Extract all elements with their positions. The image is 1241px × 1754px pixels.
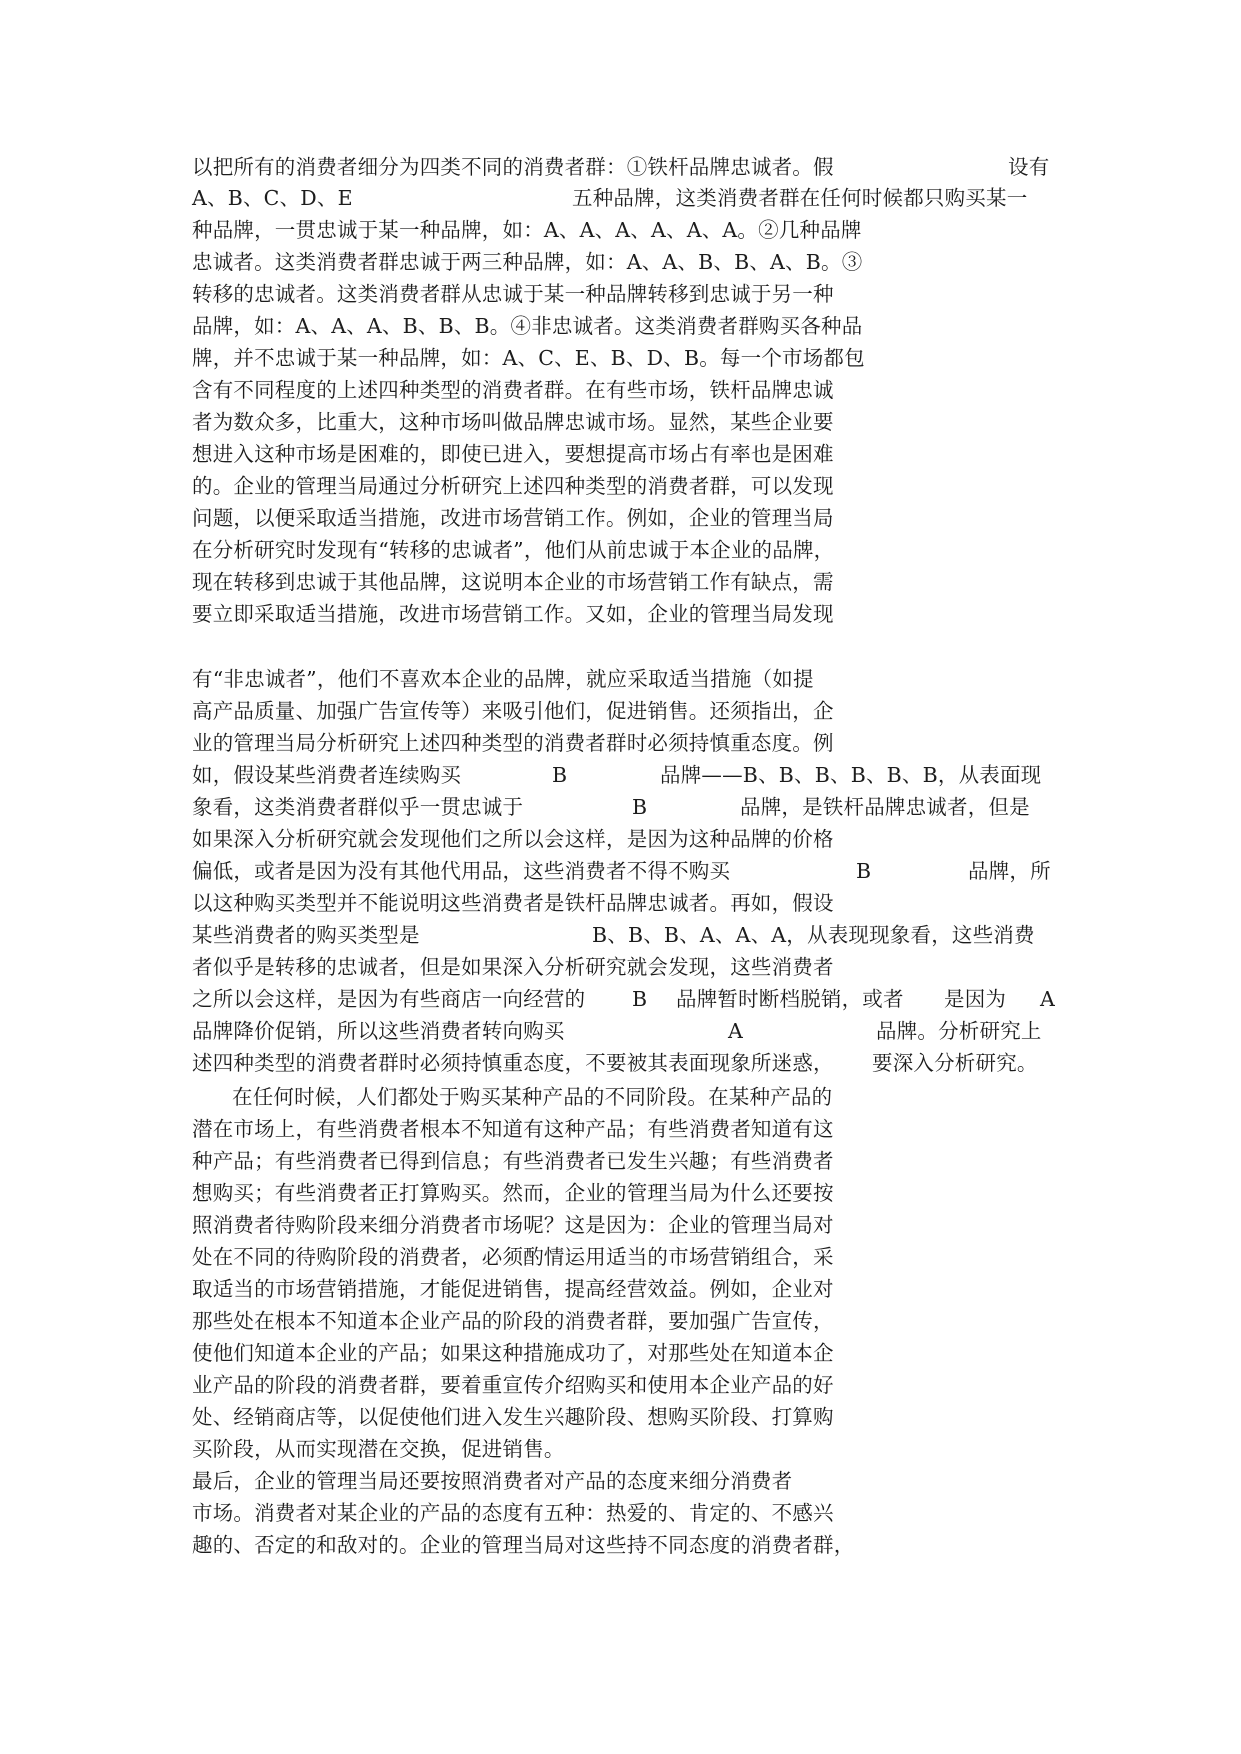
text-line: 处在不同的待购阶段的消费者，必须酌情运用适当的市场营销组合，采: [192, 1245, 834, 1269]
text-line: 业的管理当局分析研究上述四种类型的消费者群时必须持慎重态度。例: [192, 731, 834, 755]
text-line: 现在转移到忠诚于其他品牌，这说明本企业的市场营销工作有缺点，需: [192, 570, 834, 594]
text-line: 种产品；有些消费者已得到信息；有些消费者已发生兴趣；有些消费者: [192, 1149, 834, 1173]
text-segment: 五种品牌，这类消费者群在任何时候都只购买某一: [572, 186, 1028, 210]
text-segment: 偏低，或者是因为没有其他代用品，这些消费者不得不购买: [192, 859, 731, 883]
text-line: 想购买；有些消费者正打算购买。然而，企业的管理当局为什么还要按: [192, 1181, 834, 1205]
text-segment: A、B、C、D、E: [192, 186, 353, 210]
text-segment: 如，假设某些消费者连续购买: [192, 763, 462, 787]
text-segment: 象看，这类消费者群似乎一贯忠诚于: [192, 795, 524, 819]
text-line: 使他们知道本企业的产品；如果这种措施成功了，对那些处在知道本企: [192, 1341, 834, 1365]
text-line: 趣的、否定的和敌对的。企业的管理当局对这些持不同态度的消费者群，: [192, 1533, 855, 1557]
text-segment: 品牌，所: [968, 859, 1051, 883]
text-segment: 品牌降价促销，所以这些消费者转向购买: [192, 1019, 565, 1043]
text-segment: B、B、B、A、A、A，从表现现象看，这些消费: [592, 923, 1035, 947]
text-segment: B: [632, 987, 648, 1011]
text-line: 有“非忠诚者”，他们不喜欢本企业的品牌，就应采取适当措施（如提: [192, 667, 814, 691]
text-line: 牌，并不忠诚于某一种品牌，如：A、C、E、B、D、B。每一个市场都包: [192, 346, 865, 370]
text-line: 以这种购买类型并不能说明这些消费者是铁杆品牌忠诚者。再如，假设: [192, 891, 834, 915]
text-segment: 品牌——B、B、B、B、B、B，从表面现: [660, 763, 1042, 787]
text-segment: 设有: [1008, 155, 1050, 179]
text-segment: 之所以会这样，是因为有些商店一向经营的: [192, 987, 586, 1011]
text-segment: 某些消费者的购买类型是: [192, 923, 420, 947]
text-line: 转移的忠诚者。这类消费者群从忠诚于某一种品牌转移到忠诚于另一种: [192, 282, 834, 306]
text-line: 买阶段，从而实现潜在交换，促进销售。: [192, 1437, 565, 1461]
text-segment: B: [632, 795, 648, 819]
text-line: 高产品质量、加强广告宣传等）来吸引他们，促进销售。还须指出，企: [192, 699, 834, 723]
text-line: 在任何时候，人们都处于购买某种产品的不同阶段。在某种产品的: [232, 1085, 833, 1109]
text-line: 市场。消费者对某企业的产品的态度有五种：热爱的、肯定的、不感兴: [192, 1501, 834, 1525]
text-segment: 品牌，是铁杆品牌忠诚者，但是: [740, 795, 1030, 819]
text-segment: A: [728, 1019, 744, 1043]
text-line: 业产品的阶段的消费者群，要着重宣传介绍购买和使用本企业产品的好: [192, 1373, 834, 1397]
text-line: 取适当的市场营销措施，才能促进销售，提高经营效益。例如，企业对: [192, 1277, 834, 1301]
text-line: 的。企业的管理当局通过分析研究上述四种类型的消费者群，可以发现: [192, 474, 834, 498]
text-line: 者为数众多，比重大，这种市场叫做品牌忠诚市场。显然，某些企业要: [192, 410, 834, 434]
text-line: 最后，企业的管理当局还要按照消费者对产品的态度来细分消费者: [192, 1469, 793, 1493]
text-segment: A: [1040, 987, 1056, 1011]
text-segment: 以把所有的消费者细分为四类不同的消费者群：①铁杆品牌忠诚者。假: [192, 155, 834, 179]
text-segment: 述四种类型的消费者群时必须持慎重态度，不要被其表面现象所迷惑，: [192, 1051, 834, 1075]
text-line: 潜在市场上，有些消费者根本不知道有这种产品；有些消费者知道有这: [192, 1117, 834, 1141]
text-line: 那些处在根本不知道本企业产品的阶段的消费者群，要加强广告宣传，: [192, 1309, 834, 1333]
text-segment: 品牌。分析研究上: [876, 1019, 1042, 1043]
text-segment: 要深入分析研究。: [872, 1051, 1038, 1075]
text-line: 品牌，如：A、A、A、B、B、B。④非忠诚者。这类消费者群购买各种品: [192, 314, 863, 338]
text-segment: 是因为: [944, 987, 1007, 1011]
text-line: 处、经销商店等，以促使他们进入发生兴趣阶段、想购买阶段、打算购: [192, 1405, 834, 1429]
text-segment: 品牌暂时断档脱销，或者: [676, 987, 904, 1011]
text-line: 如果深入分析研究就会发现他们之所以会这样，是因为这种品牌的价格: [192, 827, 834, 851]
text-line: 含有不同程度的上述四种类型的消费者群。在有些市场，铁杆品牌忠诚: [192, 378, 834, 402]
text-line: 照消费者待购阶段来细分消费者市场呢？这是因为：企业的管理当局对: [192, 1213, 834, 1237]
text-line: 者似乎是转移的忠诚者，但是如果深入分析研究就会发现，这些消费者: [192, 955, 834, 979]
text-segment: B: [552, 763, 568, 787]
text-line: 忠诚者。这类消费者群忠诚于两三种品牌，如：A、A、B、B、A、B。③: [192, 250, 863, 274]
text-line: 在分析研究时发现有“转移的忠诚者”，他们从前忠诚于本企业的品牌，: [192, 538, 835, 562]
text-segment: B: [856, 859, 872, 883]
text-line: 想进入这种市场是困难的，即使已进入，要想提高市场占有率也是困难: [192, 442, 834, 466]
text-line: 种品牌，一贯忠诚于某一种品牌，如：A、A、A、A、A、A。②几种品牌: [192, 218, 862, 242]
text-line: 问题，以便采取适当措施，改进市场营销工作。例如，企业的管理当局: [192, 506, 834, 530]
text-line: 要立即采取适当措施，改进市场营销工作。又如，企业的管理当局发现: [192, 602, 834, 626]
